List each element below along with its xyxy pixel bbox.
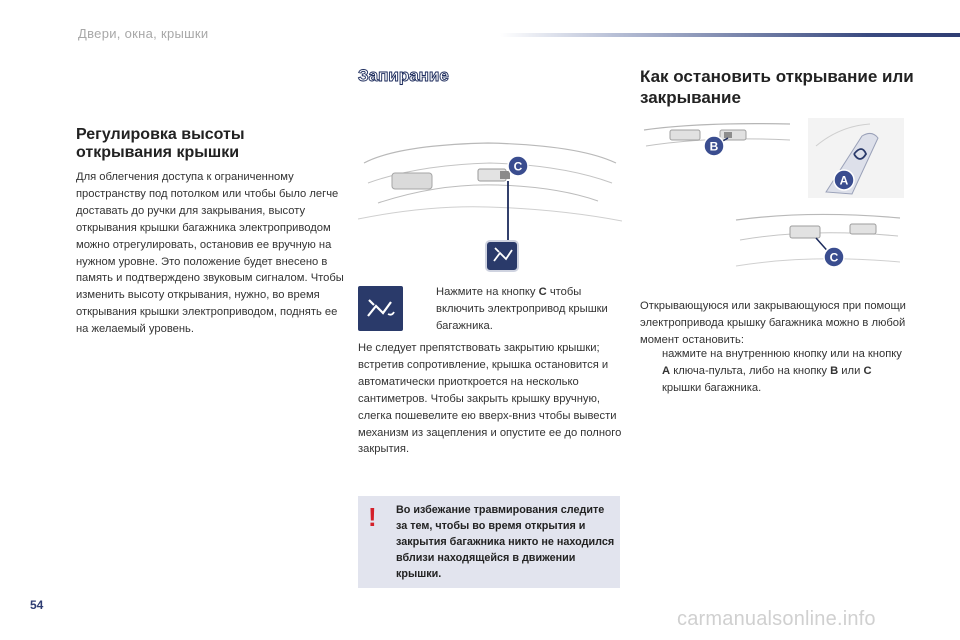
section-title-locking: Запирание	[358, 66, 449, 85]
tailgate-interior-illustration	[358, 123, 622, 285]
callout-a-label: A	[839, 173, 849, 188]
watermark: carmanualsonline.info	[677, 608, 876, 630]
warning-text: Во избежание травмирования следите за тем, чтобы во время открытия и закрытия багажника никто не находился вблизи находящейся в движении крышки.	[396, 504, 615, 580]
warning-icon: !	[368, 502, 377, 532]
section-body-locking: Не следует препятствовать закрытию крышки; встретив сопротивление, крышка остановится и автоматически приоткроется на несколько сантиметров. Чтобы закрыть крышку вручную, слегка пошевелите ею вверх-вниз чтобы вывести механизм из зацепления и опустите ее до полного закрытия.	[358, 342, 622, 456]
section-body-stop: Открывающуюся или закрывающуюся при помощи электропривода крышку багажника можно в любой момент остановить:	[640, 300, 906, 346]
callout-b-label: B	[709, 139, 719, 154]
header-gradient-bar	[500, 33, 960, 37]
callout-c2-label: C	[829, 250, 839, 265]
section-header: Двери, окна, крышки	[78, 26, 209, 41]
step-press-button-c: Нажмите на кнопку C чтобы включить электропривод крышки багажника.	[436, 286, 608, 332]
warning-box	[358, 496, 620, 588]
section-title-stop: Как остановить открывание или закрывание	[640, 67, 914, 107]
section-title-height-adjust: Регулировка высоты открывания крышки	[76, 126, 245, 161]
section-body-height-adjust: Для облегчения доступа к ограниченному пространству под потолком или чтобы было легче доставать до ручки для закрывания, высоту открывания крышки багажника электроприводом можно отрегулировать, остановив ее вручную на нужном уровне. Это положение будет внесено в память и подтверждено звуковым сигналом. Чтобы изменить высоту открывания, нужно, во время открывания крышки электроприводом, поднять ее на желаемый уровень.	[76, 171, 344, 336]
tailgate-key-illustration	[640, 116, 904, 290]
callout-c-label: C	[513, 159, 523, 174]
page-number: 54	[30, 598, 44, 612]
step-press-stop-buttons: нажмите на внутреннюю кнопку или на кнопку A ключа-пульта, либо на кнопку B или C крышки багажника.	[662, 348, 902, 394]
tailgate-button-icon	[358, 286, 403, 331]
